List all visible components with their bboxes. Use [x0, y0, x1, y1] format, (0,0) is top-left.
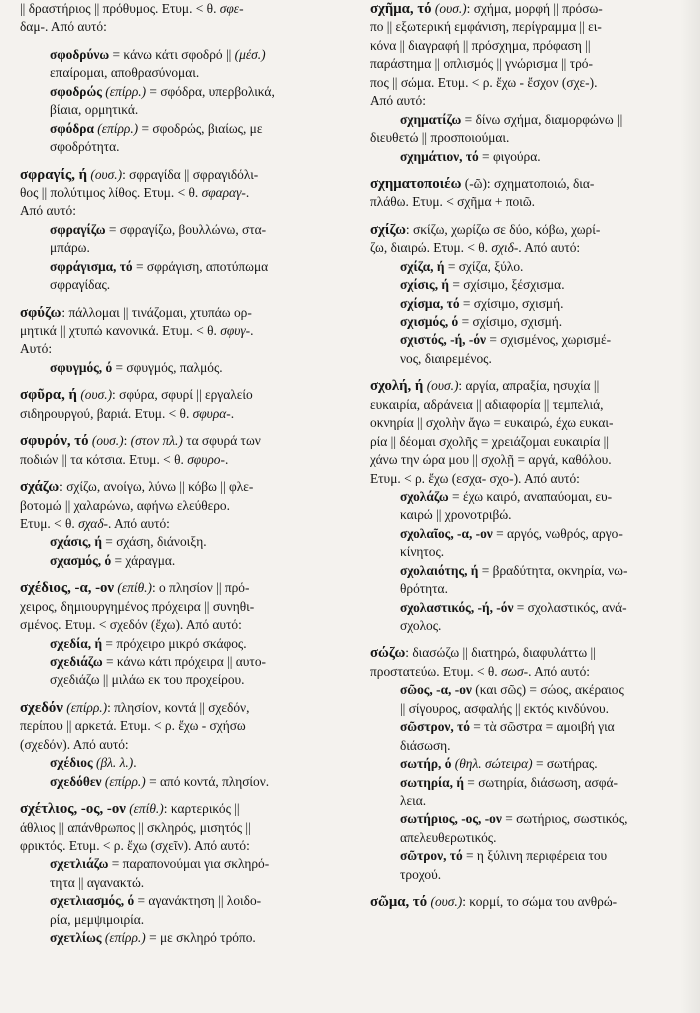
entry-text-line: χειρος, δημιουργημένος πρόχειρα || συνηθι-	[20, 598, 255, 614]
entry-text-line: οκνηρία || σχολὴν ἄγω = ευκαιρώ, έχω ευκαι-	[370, 415, 614, 431]
headword-line: σχῆμα, τό (ουσ.): σχήμα, μορφή || πρόσω-	[370, 1, 603, 17]
entry-text-line: απελευθερωτικός.	[400, 829, 497, 845]
sub-entry-line: σῶος, -α, -ον (και σῶς) = σώος, ακέραιος	[400, 682, 624, 698]
sub-entry-line: σῶτρον, τό = η ξύλινη περιφέρεια του	[400, 848, 608, 864]
sub-entry-line: σφράγισμα, τό = σφράγιση, αποτύπωμα	[50, 258, 269, 274]
entry-text-line: σμένος. Ετυμ. < σχεδόν (ἔχω). Από αυτό:	[20, 617, 242, 633]
sub-entry-line: σχίζα, ή = σχίζα, ξύλο.	[400, 258, 524, 274]
sub-entry-line: σχολαῖος, -α, -ον = αργός, νωθρός, αργο-	[400, 525, 623, 541]
entry-text-line: διάσωση.	[400, 737, 451, 753]
sub-entry-line: σωτηρία, ή = σωτηρία, διάσωση, ασφά-	[400, 774, 618, 790]
sub-entry-line: σῶστρον, τό = τὰ σῶστρα = αμοιβή για	[400, 719, 615, 735]
sub-entry-line: σχεδόθεν (επίρρ.) = από κοντά, πλησίον.	[50, 773, 270, 789]
headword-line: σχηματοποιέω (-ῶ): σχηματοποιώ, δια-	[370, 175, 595, 192]
entry-text-line: πλάθω. Ετυμ. < σχῆμα + ποιῶ.	[370, 194, 535, 210]
sub-entry-line: σφοδρώς (επίρρ.) = σφόδρα, υπερβολικά,	[50, 83, 275, 99]
dictionary-entry	[20, 579, 346, 690]
entry-text-line: προστατεύω. Ετυμ. < θ. σωσ-. Από αυτό:	[370, 663, 590, 679]
entry-text-line: βοτομώ || χαλαρώνω, αφήνω ελεύθερο.	[20, 497, 230, 513]
headword-line: σφυρόν, τό (ουσ.): (στον πλ.) τα σφυρά των	[20, 433, 261, 450]
entry-text-line: τροχού.	[400, 866, 442, 882]
sub-entry-line: σφοδρύνω = κάνω κάτι σφοδρό || (μέσ.)	[50, 46, 266, 62]
entry-text-line: ζω, διαιρώ. Ετυμ. < θ. σχιδ-. Από αυτό:	[370, 240, 581, 256]
entry-text-line: Αυτό:	[20, 341, 53, 357]
right-column	[370, 0, 684, 921]
entry-text-line: θρότητα.	[400, 581, 448, 597]
headword-line: σώζω: διασώζω || διατηρώ, διαφυλάττω ||	[370, 645, 596, 662]
entry-text-line: πος || σώμα. Ετυμ. < ρ. ἔχω - ἔσχον (σχε-).	[370, 74, 598, 90]
entry-text-line: || δραστήριος || πρόθυμος. Ετυμ. < θ. σφε-	[20, 1, 244, 16]
sub-entry-line: σχημάτιον, τό = φιγούρα.	[400, 148, 541, 164]
sub-entry-line: σχετλιασμός, ό = αγανάκτηση || λοιδο-	[50, 893, 262, 909]
entry-text-line: παράστημα || οπλισμός || γνώρισμα || τρό-	[370, 56, 593, 72]
sub-entry-line: σχολαστικός, -ή, -όν = σχολαστικός, ανά-	[400, 599, 627, 615]
sub-entry-line: σχέδιος (βλ. λ.).	[50, 755, 137, 771]
entry-text-line: σιδηρουργού, βαριά. Ετυμ. < θ. σφυρα-.	[20, 405, 235, 421]
entry-text-line: Ετυμ. < θ. σχαδ-. Από αυτό:	[20, 515, 170, 531]
sub-entry-line: σχηματίζω = δίνω σχήμα, διαμορφώνω ||	[400, 111, 623, 127]
entry-text-line: διευθετώ || προσποιούμαι.	[370, 130, 510, 146]
headword-line: σχάζω: σχίζω, ανοίγω, λύνω || κόβω || φλε-	[20, 479, 254, 496]
entry-text-line: κίνητος.	[400, 544, 445, 560]
headword-line: σφῦρα, ή (ουσ.): σφύρα, σφυρί || εργαλείο	[20, 387, 253, 404]
sub-entry-line: σχεδία, ή = πρόχειρο μικρό σκάφος.	[50, 635, 247, 651]
entry-text-line: θος || πολύτιμος λίθος. Ετυμ. < θ. σφαραγ-.	[20, 184, 250, 200]
dictionary-entry	[20, 46, 346, 157]
entry-text-line: σφραγίδας.	[50, 277, 111, 293]
entry-text-line: ρία, μεμψιμοιρία.	[50, 911, 145, 927]
sub-entry-line: σχιστός, -ή, -όν = σχισμένος, χωρισμέ-	[400, 332, 612, 348]
sub-entry-line: σχασμός, ό = χάραγμα.	[50, 552, 176, 568]
headword-line: σχέδιος, -α, -ον (επίθ.): ο πλησίον || πρό-	[20, 580, 250, 597]
sub-entry-line: σφόδρα (επίρρ.) = σφοδρώς, βιαίως, με	[50, 120, 263, 136]
headword-line: σχέτλιος, -ος, -ον (επίθ.): καρτερικός ||	[20, 801, 240, 818]
headword-line: σφραγίς, ή (ουσ.): σφραγίδα || σφραγιδόλι-	[20, 166, 259, 183]
entry-text-line: Από αυτό:	[20, 203, 76, 219]
entry-text-line: Από αυτό:	[370, 93, 426, 109]
headword-line: σῶμα, τό (ουσ.): κορμί, το σώμα του ανθρώ-	[370, 894, 618, 911]
dictionary-entry	[370, 0, 684, 166]
sub-entry-line: σχολαιότης, ή = βραδύτητα, οκνηρία, νω-	[400, 562, 628, 578]
entry-text-line: περίπου || αρκετά. Ετυμ. < ρ. ἔχω - σχήσω	[20, 718, 246, 734]
entry-text-line: βίαια, ορμητικά.	[50, 102, 139, 118]
sub-entry-line: σχετλιάζω = παραπονούμαι για σκληρό-	[50, 856, 270, 872]
entry-text-line: κόνα || διαγραφή || πρόσχημα, πρόφαση ||	[370, 37, 591, 53]
entry-text-line: φρικτός. Ετυμ. < ρ. ἔχω (σχεῖν). Από αυτό:	[20, 837, 250, 853]
entry-text-line: μητικά || χτυπώ κανονικά. Ετυμ. < θ. σφυγ-.	[20, 323, 254, 338]
sub-entry-line: σχολάζω = έχω καιρό, αναπαύομαι, ευ-	[400, 488, 613, 504]
entry-text-line: σχεδιάζω || μιλάω εκ του προχείρου.	[50, 672, 245, 688]
entry-text-line: Ετυμ. < ρ. ἔχω (εσχα- σχο-). Από αυτό:	[370, 470, 580, 486]
dictionary-entry	[370, 644, 684, 884]
headword-line: σφύζω: πάλλομαι || τινάζομαι, χτυπάω ορ-	[20, 304, 252, 321]
entry-text-line: μπάρω.	[50, 240, 90, 256]
dictionary-entry	[20, 386, 346, 423]
sub-entry-line: σωτήρ, ό (θηλ. σώτειρα) = σωτήρας.	[400, 756, 598, 772]
dictionary-entry	[20, 304, 346, 378]
headword-line: σχολή, ή (ουσ.): αργία, απραξία, ησυχία ||	[370, 378, 600, 395]
page-edge-shadow	[680, 0, 700, 1013]
entry-text-line: τητα || αγανακτώ.	[50, 874, 145, 890]
entry-text-line: ποδιών || τα κότσια. Ετυμ. < θ. σφυρο-.	[20, 451, 229, 467]
entry-text-line: || σίγουρος, ασφαλής || εκτός κινδύνου.	[400, 700, 610, 716]
sub-entry-line: σχίσις, ή = σχίσιμο, ξέσχισμα.	[400, 277, 565, 293]
left-column	[20, 0, 346, 957]
dictionary-entry	[370, 175, 684, 212]
sub-entry-line: σχετλίως (επίρρ.) = με σκληρό τρόπο.	[50, 930, 256, 946]
dictionary-entry	[20, 699, 346, 791]
sub-entry-line: σχεδιάζω = κάνω κάτι πρόχειρα || αυτο-	[50, 654, 266, 669]
entry-text-line: άθλιος || απάνθρωπος || σκληρός, μισητός ||	[20, 819, 251, 835]
sub-entry-line: σφυγμός, ό = σφυγμός, παλμός.	[50, 359, 223, 375]
dictionary-entry	[370, 893, 684, 911]
dictionary-entry	[20, 166, 346, 295]
sub-entry-line: σφραγίζω = σφραγίζω, βουλλώνω, στα-	[50, 221, 267, 237]
entry-text-line: καιρώ || χρονοτριβώ.	[400, 507, 512, 523]
sub-entry-line: σχάσις, ή = σχάση, διάνοιξη.	[50, 534, 207, 550]
dictionary-entry	[20, 432, 346, 469]
entry-text-line: σφοδρότητα.	[50, 139, 120, 155]
entry-text-line: επαίρομαι, αποθρασύνομαι.	[50, 65, 200, 81]
dictionary-entry	[20, 0, 346, 37]
entry-text-line: ευκαιρία, αδράνεια || αδιαφορία || τεμπελιά,	[370, 396, 604, 412]
sub-entry-line: σχίσμα, τό = σχίσιμο, σχισμή.	[400, 295, 564, 311]
entry-text-line: (σχεδόν). Από αυτό:	[20, 736, 129, 752]
sub-entry-line: σωτήριος, -ος, -ον = σωτήριος, σωστικός,	[400, 811, 628, 827]
headword-line: σχεδόν (επίρρ.): πλησίον, κοντά || σχεδόν,	[20, 699, 250, 716]
dictionary-entry	[20, 800, 346, 948]
dictionary-entry	[20, 478, 346, 570]
entry-text-line: δαμ-. Από αυτό:	[20, 19, 107, 35]
entry-text-line: πο || εξωτερική εμφάνιση, περίγραμμα || ει-	[370, 19, 602, 35]
entry-text-line: ρία || δέομαι σχολῆς = χρειάζομαι ευκαιρία ||	[370, 433, 610, 449]
entry-text-line: λεια.	[400, 792, 427, 808]
sub-entry-line: σχισμός, ό = σχίσιμο, σχισμή.	[400, 314, 563, 329]
dictionary-entry	[370, 221, 684, 369]
headword-line: σχίζω: σκίζω, χωρίζω σε δύο, κόβω, χωρί-	[370, 221, 601, 238]
dictionary-entry	[370, 377, 684, 635]
entry-text-line: σχολος.	[400, 618, 442, 633]
entry-text-line: νος, διαιρεμένος.	[400, 350, 492, 366]
entry-text-line: χάνω την ώρα μου || σχολῇ = αργά, καθόλου.	[370, 452, 612, 468]
